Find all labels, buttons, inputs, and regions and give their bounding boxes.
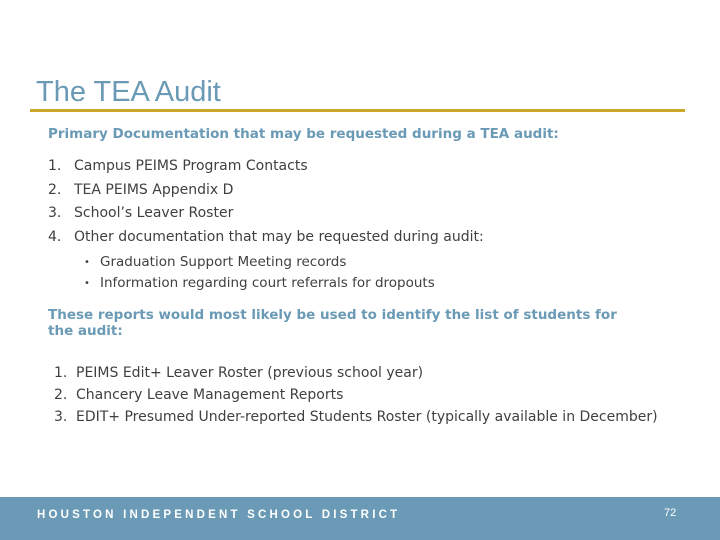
bullet-item — [84, 274, 435, 295]
list-number: 4. — [48, 228, 62, 245]
page-number: 72 — [664, 507, 677, 519]
list-item — [48, 180, 484, 204]
bullet-text: Graduation Support Meeting records — [100, 254, 347, 270]
district-name: HOUSTON INDEPENDENT SCHOOL DISTRICT — [37, 509, 401, 521]
list-item-text: Chancery Leave Management Reports — [76, 387, 344, 403]
list-item-text: TEA PEIMS Appendix D — [74, 181, 234, 198]
list-number: 2. — [48, 181, 62, 198]
slide-title: The TEA Audit — [36, 76, 221, 108]
list-item-text: Campus PEIMS Program Contacts — [74, 158, 308, 174]
list-item — [54, 386, 658, 408]
list-number: 2. — [54, 387, 68, 403]
list-item — [54, 408, 658, 430]
list-number: 3. — [48, 205, 62, 221]
list-number: 3. — [54, 409, 68, 425]
bullet-icon: • — [84, 257, 90, 268]
list-item-text: EDIT+ Presumed Under-reported Students Roster (typically available in December) — [76, 409, 658, 425]
documentation-list — [48, 156, 484, 250]
list-number: 1. — [48, 158, 62, 174]
list-item-text: Other documentation that may be requested during audit: — [74, 228, 484, 245]
bullet-item — [84, 253, 435, 274]
other-documentation-bullets — [84, 253, 435, 295]
list-item — [48, 227, 484, 251]
reports-list — [54, 364, 658, 430]
list-item — [54, 364, 658, 386]
footer-bar — [0, 497, 720, 540]
title-underline — [30, 109, 685, 112]
reports-paragraph: These reports would most likely be used to identify the list of students for the audit: — [48, 307, 617, 339]
list-item — [48, 156, 484, 180]
list-item-text: PEIMS Edit+ Leaver Roster (previous school year) — [76, 365, 424, 381]
list-item-text: School’s Leaver Roster — [74, 205, 234, 221]
list-number: 1. — [54, 365, 68, 381]
list-item — [48, 203, 484, 227]
bullet-icon: • — [84, 278, 90, 289]
intro-heading: Primary Documentation that may be requested during a TEA audit: — [48, 126, 559, 142]
bullet-text: Information regarding court referrals for dropouts — [100, 275, 435, 291]
